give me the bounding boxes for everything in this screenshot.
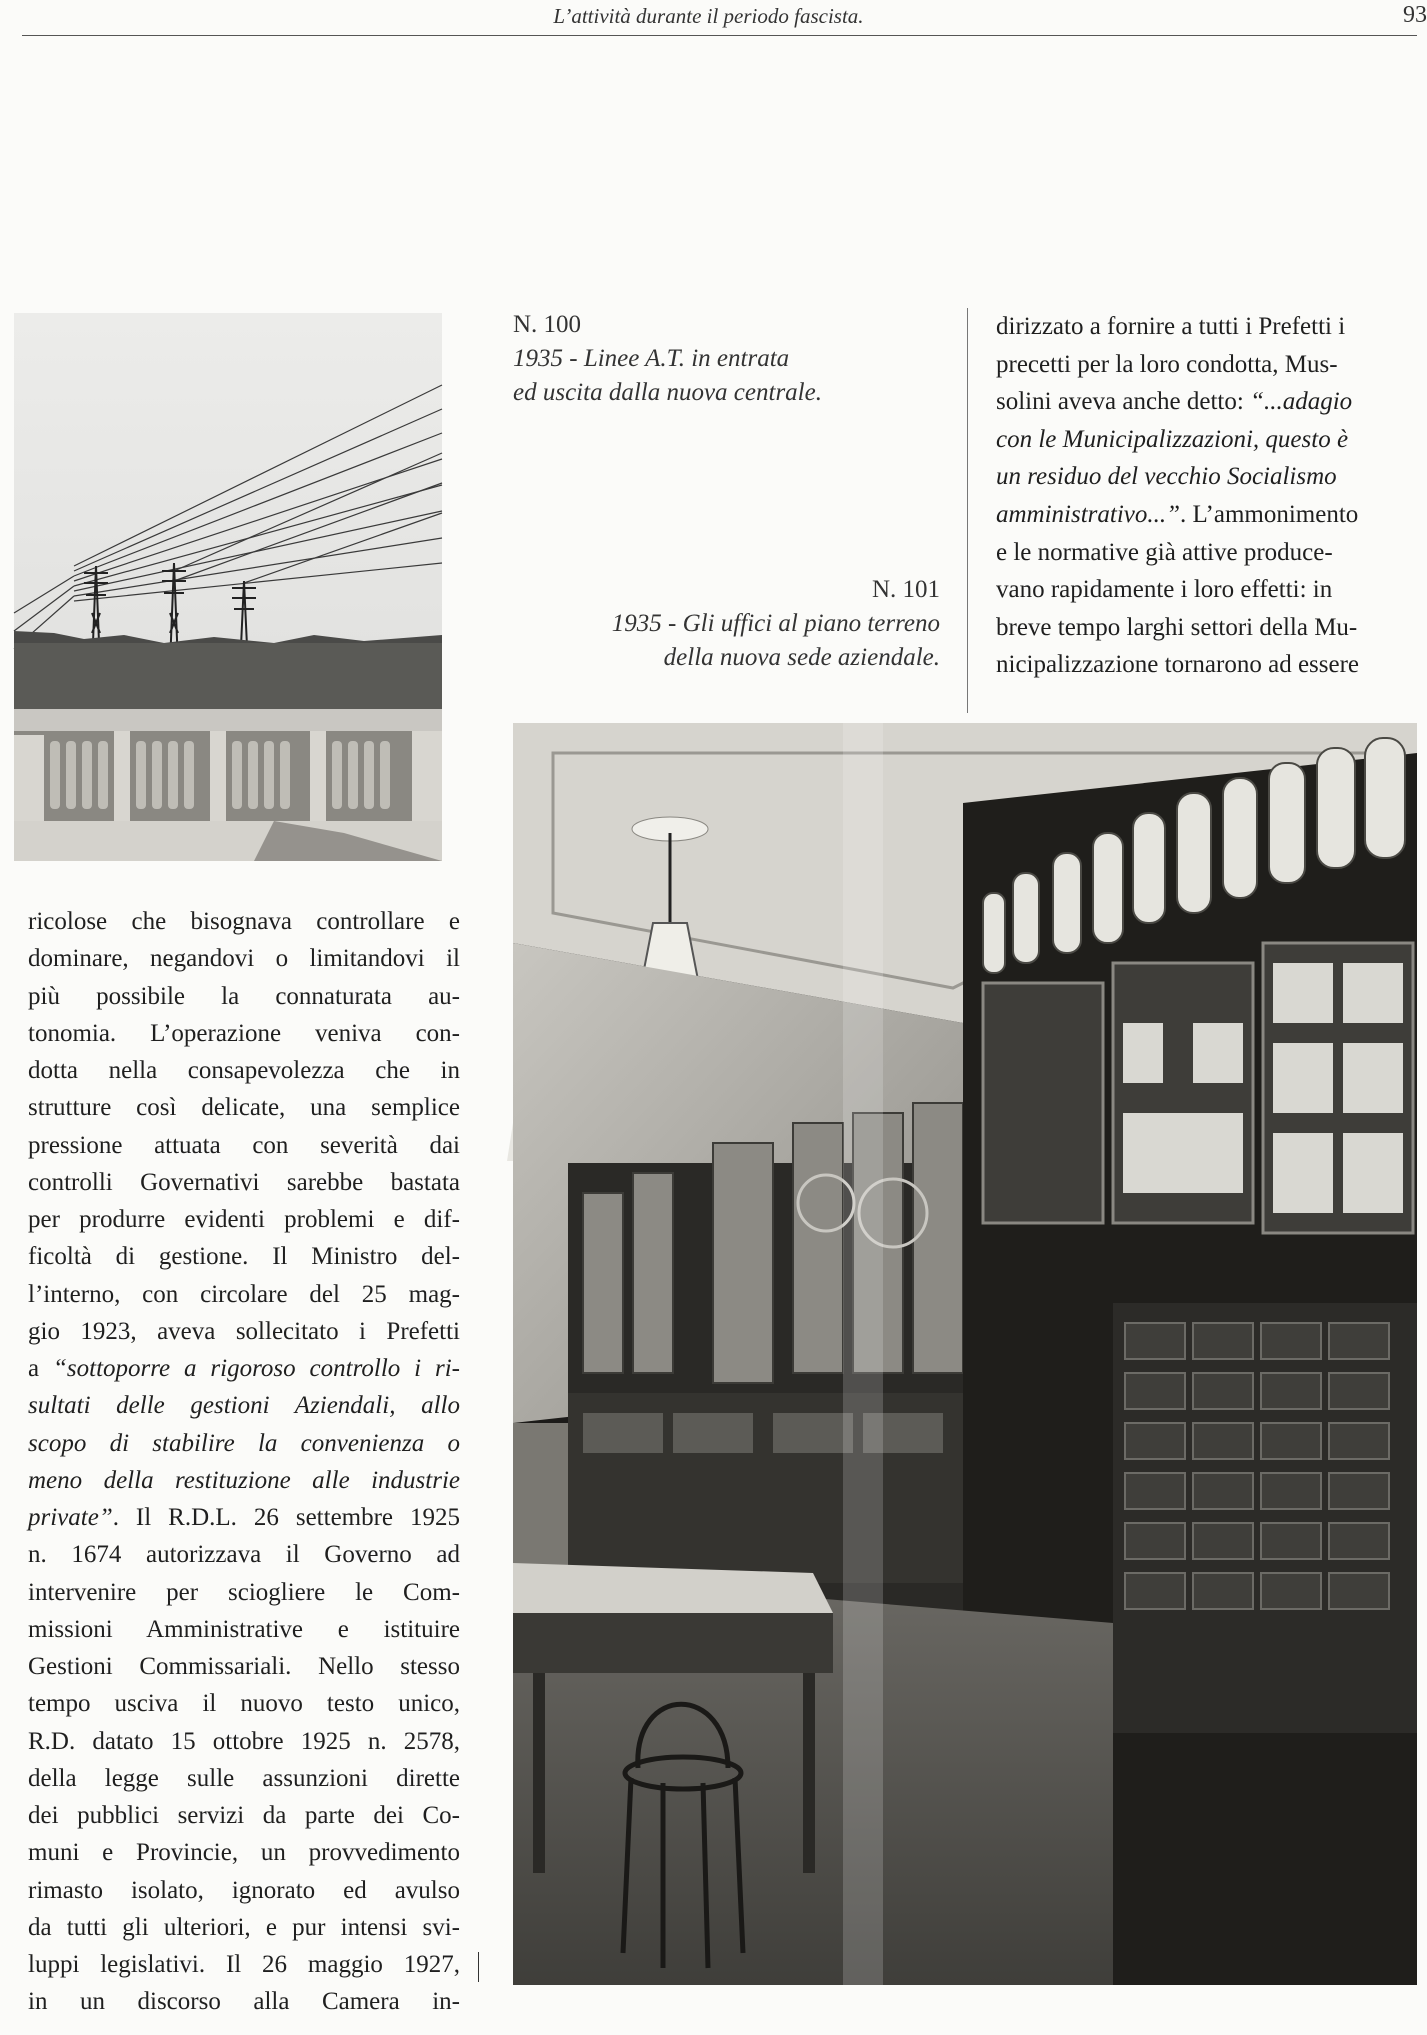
- text-line: [28, 1499, 460, 1536]
- text-line: ricolose che bisognava controllare e: [28, 908, 460, 935]
- text-line: breve tempo larghi settori della Mu-: [996, 613, 1358, 641]
- text-line: in un discorso alla Camera in-: [28, 1988, 460, 2016]
- text-line: ficoltà di gestione. Il Ministro del-: [28, 1243, 460, 1271]
- quote-line: con le Municipalizzazioni, questo è: [996, 425, 1349, 453]
- text-span: a: [28, 1355, 53, 1382]
- caption-photo-101: [540, 573, 940, 675]
- text-line: della legge sulle assunzioni dirette: [28, 1764, 460, 1792]
- quote-line: un residuo del vecchio Socialismo: [996, 463, 1337, 491]
- text-line: vano rapidamente i loro effetti: in: [996, 576, 1333, 604]
- text-line: intervenire per sciogliere le Com-: [28, 1578, 460, 1606]
- caption-101-line-1: 1935 - Gli uffici al piano terreno: [611, 610, 940, 637]
- text-line: muni e Provincie, un provvedimento: [28, 1839, 460, 1867]
- text-line: precetti per la loro condotta, Mus-: [996, 350, 1338, 378]
- text-line: dotta nella consapevolezza che in: [28, 1057, 460, 1084]
- text-line: [28, 1350, 460, 1387]
- text-line: più possibile la connaturata au-: [28, 982, 460, 1010]
- text-line: strutture così delicate, una semplice: [28, 1094, 460, 1122]
- text-span: solini aveva anche detto:: [996, 388, 1251, 416]
- page-number: 93: [1403, 2, 1427, 28]
- text-line: R.D. datato 15 ottobre 1925 n. 2578,: [28, 1727, 460, 1755]
- caption-101-number: N. 101: [871, 576, 940, 603]
- quote-line: scopo di stabilire la convenienza o: [28, 1429, 460, 1457]
- text-line: dirizzato a fornire a tutti i Prefetti i: [996, 313, 1346, 340]
- column-divider: [967, 308, 968, 713]
- text-line: controlli Governativi sarebbe bastata: [28, 1168, 460, 1196]
- left-column-text: [28, 903, 460, 2021]
- text-line: missioni Amministrative e istituire: [28, 1615, 460, 1643]
- text-line: [996, 383, 1426, 421]
- text-line: per produrre evidenti problemi e dif-: [28, 1206, 460, 1233]
- text-line: rimasto isolato, ignorato ed avulso: [28, 1876, 460, 1904]
- text-line: nicipalizzazione tornarono ad essere: [996, 651, 1360, 679]
- text-span: . Il R.D.L. 26 settembre 1925: [112, 1504, 460, 1531]
- caption-101-line-2: della nuova sede aziendale.: [663, 644, 940, 671]
- text-line: Gestioni Commissariali. Nello stesso: [28, 1653, 460, 1680]
- quote-span: amministrativo...”: [996, 500, 1181, 528]
- column-end-rule: [478, 1952, 479, 1982]
- photo-office-interior: [513, 723, 1417, 1985]
- text-line: tempo usciva il nuovo testo unico,: [28, 1690, 460, 1718]
- text-span: . L’ammonimento: [1180, 500, 1359, 528]
- quote-line: meno della restituzione alle industrie: [28, 1466, 460, 1494]
- text-line: dei pubblici servizi da parte dei Co-: [28, 1802, 460, 1829]
- caption-photo-100: [513, 308, 822, 410]
- header-rule: [22, 35, 1417, 36]
- quote-span: private”: [28, 1504, 113, 1531]
- text-line: l’interno, con circolare del 25 mag-: [28, 1280, 460, 1308]
- quote-span: “...adagio: [1250, 388, 1353, 416]
- text-line: tonomia. L’operazione veniva con-: [28, 1019, 460, 1047]
- text-line: [996, 496, 1426, 534]
- right-column-text: [996, 308, 1426, 684]
- caption-100-line-1: 1935 - Linee A.T. in entrata: [513, 345, 790, 372]
- text-line: da tutti gli ulteriori, e pur intensi svi-: [28, 1913, 460, 1941]
- running-header-title: L’attività durante il periodo fascista.: [553, 4, 864, 28]
- text-line: gio 1923, aveva sollecitato i Prefetti: [28, 1317, 460, 1345]
- text-line: pressione attuata con severità dai: [28, 1131, 460, 1159]
- caption-100-line-2: ed uscita dalla nuova centrale.: [513, 379, 822, 406]
- text-line: e le normative già attive produce-: [996, 538, 1333, 566]
- quote-span: “sottoporre a rigoroso controllo i ri-: [53, 1355, 460, 1382]
- quote-line: sultati delle gestioni Aziendali, allo: [28, 1392, 460, 1420]
- caption-100-number: N. 100: [513, 311, 582, 338]
- text-line: n. 1674 autorizzava il Governo ad: [28, 1541, 460, 1569]
- photo-power-lines: [14, 313, 442, 861]
- text-line: dominare, negandovi o limitandovi il: [28, 945, 460, 973]
- text-line: luppi legislativi. Il 26 maggio 1927,: [28, 1951, 460, 1978]
